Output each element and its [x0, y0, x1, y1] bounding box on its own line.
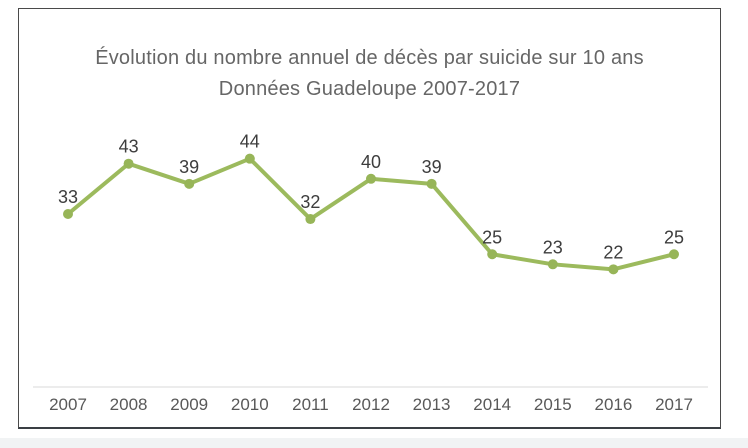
x-axis-tick-label: 2013 — [412, 395, 451, 414]
data-point-label: 25 — [663, 227, 685, 248]
data-point-label: 40 — [360, 151, 382, 172]
data-point-marker — [487, 249, 497, 259]
x-axis-tick-label: 2010 — [230, 395, 269, 414]
data-point-marker — [184, 179, 194, 189]
line-chart — [19, 9, 720, 426]
x-axis-tick-label: 2007 — [49, 395, 87, 414]
x-axis-tick-label: 2016 — [594, 395, 633, 414]
data-point-marker — [548, 259, 558, 269]
x-axis-tick-label: 2014 — [473, 395, 512, 414]
x-axis-tick-label: 2008 — [109, 395, 148, 414]
data-point-marker — [63, 209, 73, 219]
data-point-label: 22 — [603, 242, 624, 263]
chart-subtitle: Données Guadeloupe 2007-2017 — [218, 78, 521, 100]
x-axis-tick-label: 2011 — [292, 395, 329, 414]
x-axis-tick-label: 2017 — [655, 395, 693, 414]
chart-title: Évolution du nombre annuel de décès par suicide sur 10 ans — [95, 47, 644, 69]
data-point-marker — [608, 264, 618, 274]
data-point-label: 39 — [421, 156, 442, 177]
data-point-marker — [366, 174, 376, 184]
data-point-marker — [124, 159, 134, 169]
data-point-marker — [427, 179, 437, 189]
page-bottom-strip — [0, 438, 748, 448]
data-point-label: 44 — [239, 131, 260, 152]
data-point-marker — [245, 154, 255, 164]
data-point-label: 33 — [57, 187, 79, 208]
x-axis-tick-label: 2015 — [533, 395, 572, 414]
data-point-marker — [669, 249, 679, 259]
data-point-label: 32 — [300, 192, 321, 213]
data-point-label: 39 — [179, 156, 200, 177]
data-point-label: 43 — [118, 136, 139, 157]
data-point-label: 25 — [482, 227, 503, 248]
data-point-label: 23 — [542, 237, 563, 258]
x-axis-tick-label: 2009 — [170, 395, 209, 414]
chart-frame — [18, 8, 721, 429]
x-axis-tick-label: 2012 — [352, 395, 390, 414]
data-point-marker — [305, 214, 315, 224]
